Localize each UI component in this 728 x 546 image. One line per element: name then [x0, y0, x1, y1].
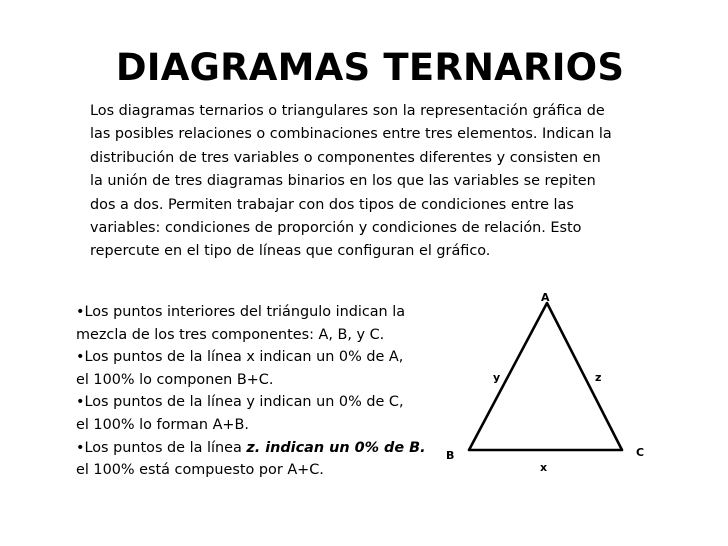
bullet-line: •Los puntos interiores del triángulo indican la: [76, 304, 406, 320]
bullet-line: mezcla de los tres componentes: A, B, y C.: [76, 326, 385, 343]
bullet-line: •Los puntos de la línea y indican un 0% de C,: [76, 394, 404, 411]
vertex-c-label: C: [636, 446, 645, 459]
vertex-a-label: A: [541, 291, 550, 304]
vertex-b-label: B: [446, 449, 455, 462]
intro-line: distribución de tres variables o componentes diferentes y consisten en: [90, 149, 601, 166]
bullet-line: [76, 437, 436, 460]
bullet-line: el 100% lo forman A+B.: [76, 416, 249, 433]
intro-line: la unión de tres diagramas binarios en los que las variables se repiten: [90, 173, 596, 190]
bullet-emphasis: z. indican un 0% de B.: [246, 439, 426, 456]
side-y-label: y: [493, 371, 501, 384]
bullet-list: [76, 301, 436, 482]
bullet-line: el 100% está compuesto por A+C.: [76, 462, 324, 479]
side-z-label: z: [595, 371, 602, 384]
intro-line: dos a dos. Permiten trabajar con dos tipos de condiciones entre las: [90, 196, 574, 213]
intro-paragraph: [90, 100, 630, 264]
bullet-line: •Los puntos de la línea x indican un 0% de A,: [76, 349, 404, 366]
side-x-label: x: [540, 461, 548, 474]
intro-line: Los diagramas ternarios o triangulares son la representación gráfica de: [90, 103, 605, 119]
bullet-text: •Los puntos de la línea: [76, 439, 247, 456]
page-title: DIAGRAMAS TERNARIOS: [115, 46, 625, 89]
intro-line: repercute en el tipo de líneas que configuran el gráfico.: [90, 243, 491, 260]
bullet-line: el 100% lo componen B+C.: [76, 371, 274, 388]
intro-line: las posibles relaciones o combinaciones entre tres elementos. Indican la: [90, 126, 612, 143]
ternary-triangle-diagram: [436, 287, 666, 477]
intro-line: variables: condiciones de proporción y condiciones de relación. Esto: [90, 220, 582, 237]
